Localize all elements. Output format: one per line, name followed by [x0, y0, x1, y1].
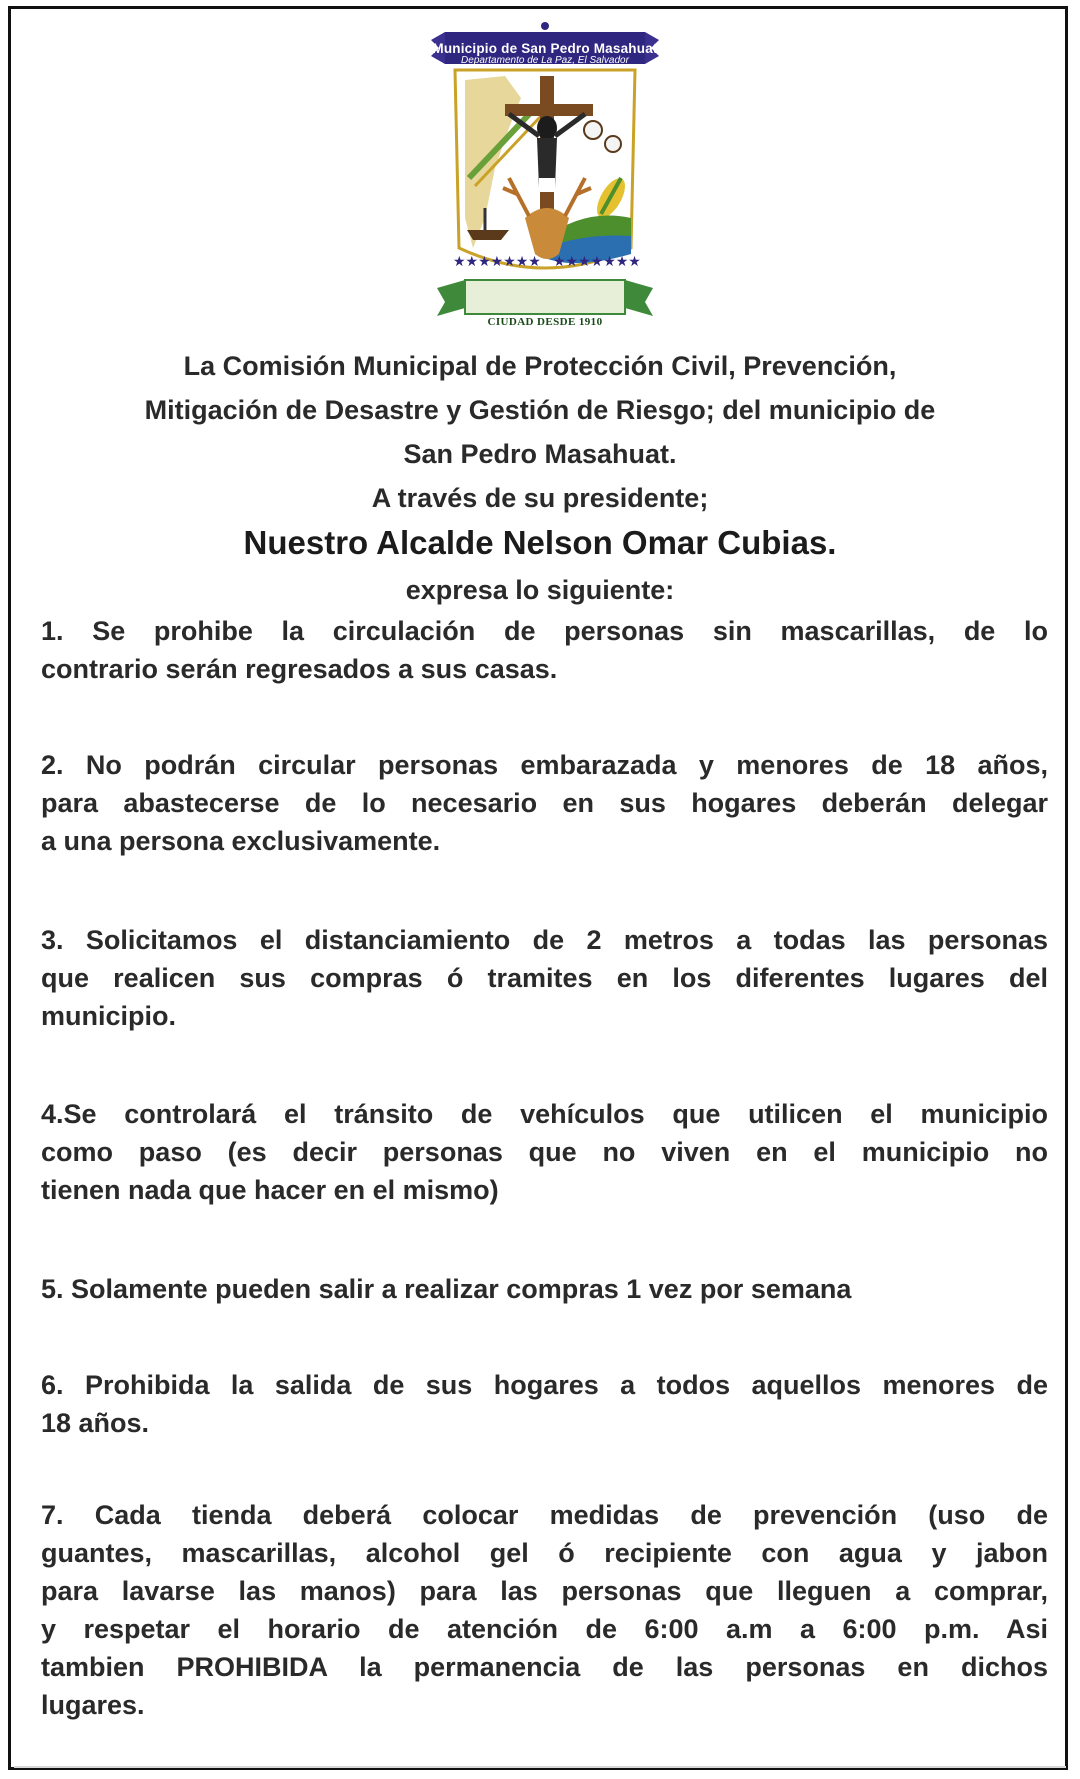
item-line	[41, 1095, 1048, 1133]
item-text: Prohibida la salida de sus hogares a todos aquellos menores de	[84, 1370, 1048, 1400]
item-line	[41, 921, 1048, 959]
item-number: 5.	[41, 1274, 64, 1304]
list-item-3	[41, 921, 1048, 1035]
banner-title: Municipio de San Pedro Masahuat	[432, 41, 658, 56]
item-number: 1.	[41, 616, 64, 646]
item-number: 2.	[41, 750, 64, 780]
item-line	[41, 1270, 1048, 1308]
heading-line-2: Mitigación de Desastre y Gestión de Riesgo; del municipio de	[144, 395, 936, 425]
item-line	[41, 612, 1048, 650]
list-item-4	[41, 1095, 1048, 1209]
banner	[425, 28, 665, 72]
list-item-6	[41, 1366, 1048, 1442]
item-number: 7.	[41, 1500, 64, 1530]
item-line	[41, 746, 1048, 784]
item-text: Se controlará el tránsito de vehículos que utilicen el municipio	[63, 1099, 1048, 1129]
item-number: 3.	[41, 925, 64, 955]
svg-text:★★★★★★★: ★★★★★★★	[453, 254, 541, 270]
item-line: a una persona exclusivamente.	[41, 826, 441, 856]
item-line: contrario serán regresados a sus casas.	[41, 654, 558, 684]
item-line: para lavarse las manos) para las personas que lleguen a comprar,	[41, 1576, 1048, 1606]
list-item-1	[41, 612, 1048, 688]
item-line: 18 años.	[41, 1408, 150, 1438]
heading-line-4: A través de su presidente;	[371, 483, 709, 513]
heading-line-3: San Pedro Masahuat.	[403, 439, 677, 469]
item-text: Solamente pueden salir a realizar compras 1 vez por semana	[71, 1274, 852, 1304]
municipal-coat-of-arms	[425, 18, 665, 336]
item-line	[41, 1496, 1048, 1534]
item-line: como paso (es decir personas que no viven en el municipio no	[41, 1137, 1048, 1167]
item-text: Cada tienda deberá colocar medidas de prevención (uso de	[94, 1500, 1048, 1530]
svg-text:★★★★★★★: ★★★★★★★	[553, 254, 641, 270]
item-line: que realicen sus compras ó tramites en los diferentes lugares del	[41, 963, 1048, 993]
bottom-divider	[14, 1766, 1066, 1768]
list-item-7	[41, 1496, 1048, 1724]
item-line: tienen nada que hacer en el mismo)	[41, 1175, 499, 1205]
item-number: 6.	[41, 1370, 64, 1400]
banner-subtitle: Departamento de La Paz, El Salvador	[461, 55, 629, 66]
item-number: 4.	[41, 1099, 64, 1129]
item-line: municipio.	[41, 1001, 176, 1031]
heading-mayor-name: Nuestro Alcalde Nelson Omar Cubias.	[243, 524, 837, 561]
ribbon-text: CIUDAD DESDE 1910	[487, 316, 603, 328]
heading-line-1: La Comisión Municipal de Protección Civil, Prevención,	[183, 351, 897, 381]
list-item-2	[41, 746, 1048, 860]
list-item-5	[41, 1270, 1048, 1308]
item-line: lugares.	[41, 1690, 145, 1720]
item-line: y respetar el horario de atención de 6:00 a.m a 6:00 p.m. Asi	[41, 1614, 1048, 1644]
item-line: tambien PROHIBIDA la permanencia de las personas en dichos	[41, 1652, 1048, 1682]
item-text: Se prohibe la circulación de personas sin mascarillas, de lo	[92, 616, 1048, 646]
item-line	[41, 1366, 1048, 1404]
item-text: No podrán circular personas embarazada y menores de 18 años,	[85, 750, 1048, 780]
item-line: guantes, mascarillas, alcohol gel ó recipiente con agua y jabon	[41, 1538, 1048, 1568]
heading-line-6: expresa lo siguiente:	[405, 575, 675, 605]
item-text: Solicitamos el distanciamiento de 2 metros a todas las personas	[85, 925, 1048, 955]
item-line: para abastecerse de lo necesario en sus hogares deberán delegar	[41, 788, 1048, 818]
